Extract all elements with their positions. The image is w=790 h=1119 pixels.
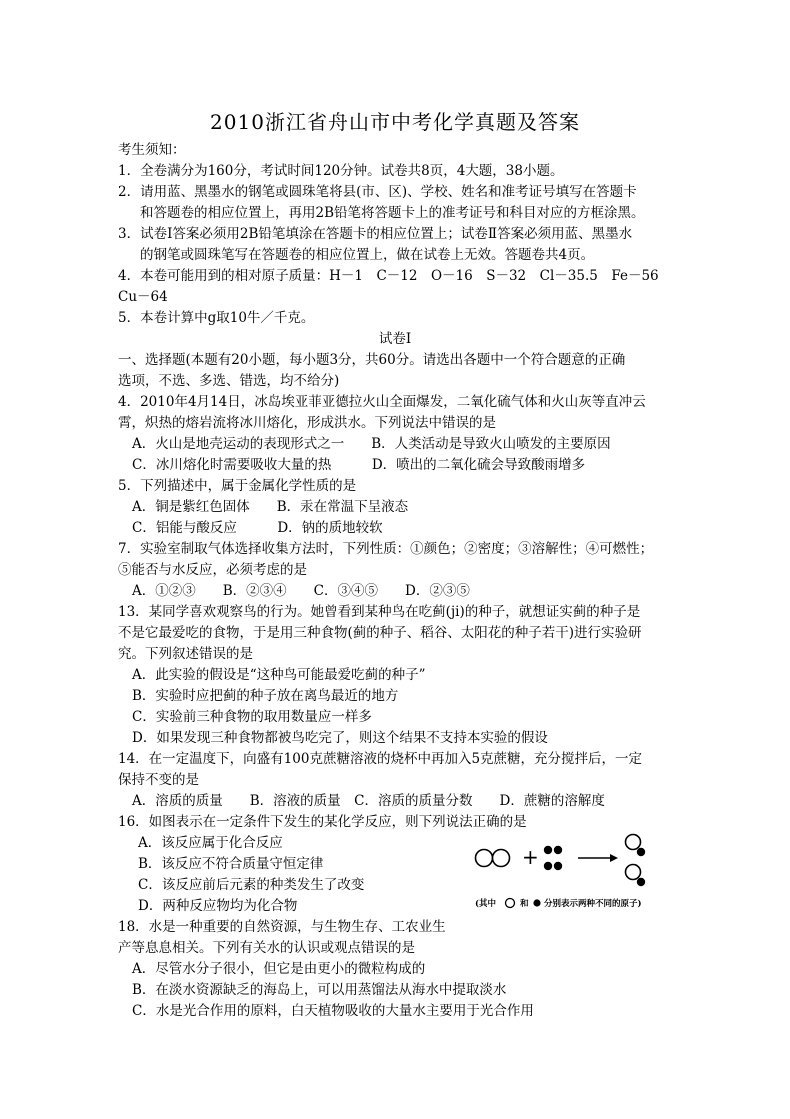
question-stem: 7．实验室制取气体选择收集方法时，下列性质：①颜色；②密度；③溶解性；④可燃性； [118,541,654,557]
question-option: A．火山是地壳运动的表现形式之一 B．人类活动是导致火山喷发的主要原因 [132,436,611,452]
plus-sign: + [522,845,539,869]
question-stem: 16．如图表示在一定条件下发生的某化学反应，则下列说法正确的是 [118,814,527,830]
product-molecule-top [626,835,646,857]
page-title: 2010浙江省舟山市中考化学真题及答案 [210,110,580,134]
notice-item: 的钢笔或圆珠笔写在答题卷的相应位置上，做在试卷上无效。答题卷共4页。 [140,247,595,263]
question-option: A．溶质的质量 B．溶液的质量 C．溶质的质量分数 D．蔗糖的溶解度 [132,793,605,809]
product-molecule-bottom [626,865,646,887]
question-stem: 霄，炽热的熔岩流将冰川熔化，形成洪水。下列说法中错误的是 [118,415,496,431]
question-stem: 保持不变的是 [118,772,199,788]
question-option: C．铝能与酸反应 D．钠的质地较软 [132,520,383,536]
question-stem: 4．2010年4月14日，冰岛埃亚菲亚德拉火山全面爆发，二氧化硫气体和火山灰等直冲云 [118,394,646,410]
notice-item: 1．全卷满分为160分，考试时间120分钟。试卷共8页，4大题，38小题。 [118,163,564,179]
question-option: B．实验时应把蓟的种子放在离鸟最近的地方 [132,688,399,704]
notice-item: 5．本卷计算中g取10牛／千克。 [118,310,315,326]
reaction-diagram [470,828,678,914]
reactant-black-molecule-bottom [544,862,562,870]
question-option: A．尽管水分子很小，但它是由更小的微粒构成的 [132,961,426,977]
question-option: A．铜是紫红色固体 B．汞在常温下呈液态 [132,499,409,515]
question-stem: 13．某同学喜欢观察鸟的行为。她曾看到某种鸟在吃蓟(ji)的种子，就想证实蓟的种子是 [118,604,641,620]
notice-item: Cu－64 [118,289,168,305]
question-option: D．如果发现三种食物都被鸟吃完了，则这个结果不支持本实验的假设 [132,730,548,746]
question-stem: 产等息息相关。下列有关水的认识或观点错误的是 [118,940,415,956]
reactant-black-molecule-top [544,846,562,854]
question-option: C．冰川熔化时需要吸收大量的热 D．喷出的二氧化硫会导致酸雨增多 [132,457,586,473]
reactant-white-molecule [476,850,510,867]
white-atom-legend-icon [506,899,515,908]
question-option: A．①②③ B．②③④ C．③④⑤ D．②③⑤ [132,583,470,599]
question-option: C．实验前三种食物的取用数量应一样多 [132,709,372,725]
question-stem: ⑤能否与水反应，必须考虑的是 [118,562,307,578]
part-one-instructions: 选项，不选、多选、错选，均不给分) [118,373,340,389]
notice-item: 和答题卷的相应位置上，再用2B铅笔将答题卡上的准考证号和科目对应的方框涂黑。 [140,205,645,221]
question-option: A．此实验的假设是“这种鸟可能最爱吃蓟的种子” [132,667,426,683]
notice-item: 4．本卷可能用到的相对原子质量：H－1 C－12 O－16 S－32 Cl－35.5 Fe－56 [118,268,659,284]
question-stem: 究。下列叙述错误的是 [118,646,253,662]
question-stem: 5．下列描述中，属于金属化学性质的是 [118,478,357,494]
question-option: C．该反应前后元素的种类发生了改变 [138,877,365,893]
question-option: A．该反应属于化合反应 [138,835,283,851]
notice-heading: 考生须知： [118,142,186,158]
question-stem: 18．水是一种重要的自然资源，与生物生存、工农业生 [118,919,446,935]
diagram-caption-start: (其中 [475,899,497,909]
diagram-caption-end: 分别表示两种不同的原子) [544,899,642,909]
question-option: B．在淡水资源缺乏的海岛上，可以用蒸馏法从海水中提取淡水 [132,982,507,998]
question-stem: 不是它最爱吃的食物，于是用三种食物(蓟的种子、稻谷、太阳花的种子若干)进行实验研 [118,625,642,641]
question-option: D．两种反应物均为化合物 [138,898,298,914]
notice-item: 3．试卷Ⅰ答案必须用2B铅笔填涂在答题卡的相应位置上；试卷Ⅱ答案必须用蓝、黑墨水 [118,226,633,242]
question-option: B．该反应不符合质量守恒定律 [138,856,324,872]
diagram-caption-and: 和 [520,899,529,909]
question-stem: 14．在一定温度下，向盛有100克蔗糖溶液的烧杯中再加入5克蔗糖，充分搅拌后，一定 [118,751,643,767]
black-atom-legend-icon [533,899,540,906]
question-option: C．水是光合作用的原料，白天植物吸收的大量水主要用于光合作用 [132,1003,534,1019]
part-one-instructions: 一、选择题(本题有20小题，每小题3分，共60分。请选出各题中一个符合题意的正确 [118,352,626,368]
section-title: 试卷Ⅰ [378,331,412,347]
reaction-arrow-icon [578,854,618,862]
notice-item: 2．请用蓝、黑墨水的钢笔或圆珠笔将县(市、区)、学校、姓名和准考证号填写在答题卡 [118,184,637,200]
